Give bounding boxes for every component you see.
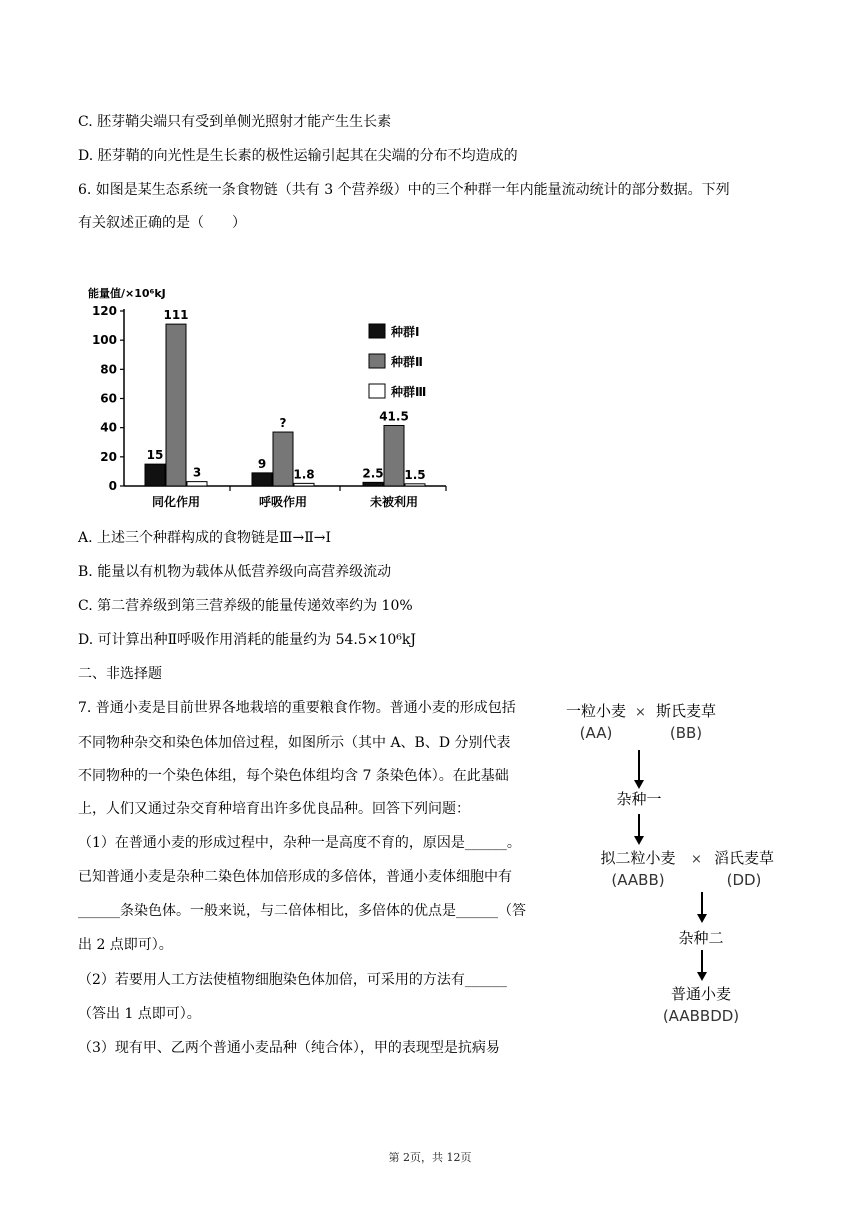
legend-swatch [369, 354, 385, 368]
section-heading-nonmultiple-choice: 二、非选择题 [78, 666, 162, 682]
question-7-line-4: 上，人们又通过杂交育种培育出许多优良品种。回答下列问题： [78, 801, 470, 817]
question-7-line-3: 不同物种的一个染色体组，每个染色体组均含 7 条染色体）。在此基础 [78, 768, 509, 784]
category-label: 未被利用 [369, 495, 419, 509]
parent-speltoides-genome: (BB) [669, 724, 703, 742]
legend-label: 种群Ⅰ [391, 325, 420, 339]
option-6d: D. 可计算出种Ⅱ呼吸作用消耗的能量约为 54.5×10⁶kJ [78, 632, 417, 648]
y-axis-label: 能量值/×10⁶kJ [88, 287, 166, 300]
option-6c: C. 第二营养级到第三营养级的能量传递效率约为 10% [78, 598, 413, 614]
y-tick-label: 20 [100, 449, 117, 464]
y-tick-label: 80 [100, 362, 117, 377]
cross-symbol: × [691, 852, 702, 867]
bar [294, 483, 314, 486]
hybrid-two-label: 杂种二 [678, 929, 724, 947]
y-tick-label: 120 [91, 304, 117, 318]
y-tick-label: 40 [100, 420, 117, 435]
bar [384, 425, 404, 486]
question-7-line-1: 7. 普通小麦是目前世界各地栽培的重要粮食作物。普通小麦的形成包括 [78, 700, 516, 716]
option-5c: C. 胚芽鞘尖端只有受到单侧光照射才能产生生长素 [78, 114, 392, 130]
bar [273, 432, 293, 486]
question-7-line-6: 已知普通小麦是杂种二染色体加倍形成的多倍体，普通小麦体细胞中有 [78, 869, 512, 885]
legend-label: 种群Ⅲ [391, 385, 427, 399]
question-7-line-10: （答出 1 点即可）。 [78, 1006, 201, 1022]
bar [166, 324, 186, 486]
bar [145, 464, 165, 486]
question-7-line-9: （2）若要用人工方法使植物细胞染色体加倍，可采用的方法有______ [78, 972, 507, 988]
parent-einkorn-genome: (AA) [579, 724, 613, 742]
legend-swatch [369, 324, 385, 338]
parent-tauschii-name: 滔氏麦草 [713, 849, 774, 867]
question-6-line-2: 有关叙述正确的是（ ） [78, 215, 246, 231]
option-6a: A. 上述三个种群构成的食物链是Ⅲ→Ⅱ→Ⅰ [78, 530, 332, 546]
parent-tauschii-genome: (DD) [726, 871, 762, 889]
parent-dicoccoides-genome: (AABB) [611, 871, 665, 889]
common-wheat-genome: (AABBDD) [662, 1007, 740, 1025]
bar-value-label: 15 [146, 448, 164, 463]
legend-swatch [369, 384, 385, 398]
common-wheat-name: 普通小麦 [670, 985, 731, 1003]
wheat-formation-diagram [555, 692, 785, 1032]
bar-value-label: 3 [192, 465, 202, 480]
bar-value-label: 41.5 [379, 409, 409, 424]
parent-speltoides-name: 斯氏麦草 [655, 702, 716, 720]
option-6b: B. 能量以有机物为载体从低营养级向高营养级流动 [78, 564, 392, 580]
bar [252, 473, 272, 486]
cross-symbol: × [635, 705, 646, 720]
bar-value-label: 1.8 [293, 467, 315, 482]
question-7-line-5: （1）在普通小麦的形成过程中，杂种一是高度不育的，原因是______。 [78, 835, 521, 851]
question-7-line-2: 不同物种杂交和染色体加倍过程，如图所示（其中 A、B、D 分别代表 [78, 735, 511, 751]
bar-value-label: 1.5 [404, 467, 426, 482]
question-6-line-1: 6. 如图是某生态系统一条食物链（共有 3 个营养级）中的三个种群一年内能量流动统计的部分数据。下列 [78, 182, 730, 198]
page-footer: 第 2页，共 12页 [388, 1151, 472, 1164]
category-label: 同化作用 [151, 495, 201, 509]
bar-value-label: ? [279, 416, 287, 431]
y-tick-label: 60 [100, 391, 117, 406]
y-tick-label: 100 [91, 333, 117, 348]
option-5d: D. 胚芽鞘的向光性是生长素的极性运输引起其在尖端的分布不均造成的 [78, 148, 518, 164]
y-tick-label: 0 [108, 479, 117, 493]
bar-value-label: 9 [257, 456, 267, 471]
hybrid-one-label: 杂种一 [616, 790, 662, 808]
legend-label: 种群Ⅱ [391, 355, 423, 369]
parent-einkorn-name: 一粒小麦 [565, 702, 626, 720]
parent-dicoccoides-name: 拟二粒小麦 [600, 849, 676, 867]
bar [405, 484, 425, 486]
bar [363, 482, 383, 486]
bar [187, 482, 207, 486]
question-7-line-8: 出 2 点即可）。 [78, 937, 173, 953]
bar-value-label: 2.5 [362, 466, 384, 481]
question-7-line-11: （3）现有甲、乙两个普通小麦品种（纯合体），甲的表现型是抗病易 [78, 1040, 500, 1056]
question-7-line-7: ______条染色体。一般来说，与二倍体相比，多倍体的优点是______（答 [78, 903, 526, 919]
bar-value-label: 111 [163, 308, 189, 323]
energy-flow-bar-chart [80, 280, 460, 516]
category-label: 呼吸作用 [258, 495, 308, 509]
